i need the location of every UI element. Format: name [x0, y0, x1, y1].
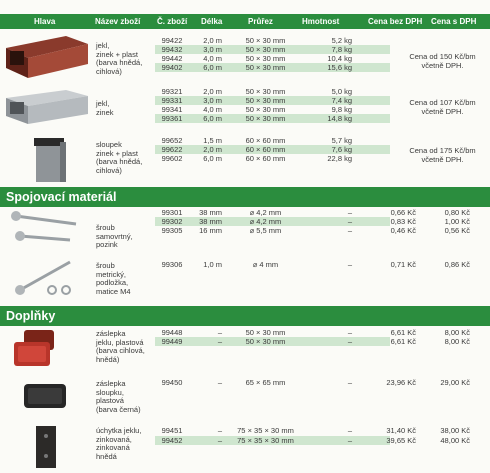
table-cell: 1,0 m	[203, 260, 222, 269]
table-cell: 10,4 kg	[327, 54, 352, 63]
table-cell: –	[347, 426, 352, 435]
product-description: jekl, zinek	[96, 99, 114, 117]
col-cena-bez: Cena bez DPH	[368, 17, 423, 26]
table-cell: 4,0 m	[203, 54, 222, 63]
table-cell: 31,40 Kč	[386, 426, 416, 435]
table-cell: 6,61 Kč	[390, 328, 416, 337]
table-cell: 38 mm	[199, 208, 222, 217]
table-cell: 7,8 kg	[331, 45, 352, 54]
price-note: Cena od 175 Kč/bm	[409, 146, 476, 155]
price-note: včetně DPH.	[421, 107, 464, 116]
col-cislo: Č. zboží	[157, 17, 188, 26]
product-description: šroub metrický, podložka, matice M4	[96, 261, 131, 296]
col-hlava: Hlava	[34, 17, 56, 26]
table-cell: 48,00 Kč	[440, 436, 470, 445]
table-cell: –	[347, 378, 352, 387]
table-cell: ⌀ 4 mm	[252, 260, 279, 269]
table-cell: 0,80 Kč	[444, 208, 470, 217]
table-cell: 0,86 Kč	[444, 260, 470, 269]
table-cell: 2,0 m	[203, 87, 222, 96]
table-cell: –	[347, 217, 352, 226]
table-cell: 99341	[161, 105, 183, 114]
bracket-image	[30, 424, 62, 470]
table-header	[0, 14, 490, 29]
table-cell: 65 × 65 mm	[245, 378, 286, 387]
rectangular-tube-brown-image	[4, 34, 90, 80]
table-cell: 6,0 m	[203, 63, 222, 72]
table-cell: –	[217, 378, 222, 387]
table-cell: 99305	[161, 226, 183, 235]
price-note: včetně DPH.	[421, 61, 464, 70]
table-cell: 50 × 30 mm	[245, 328, 286, 337]
price-note: včetně DPH.	[421, 155, 464, 164]
table-cell: 3,0 m	[203, 96, 222, 105]
table-cell: –	[347, 226, 352, 235]
table-cell: 23,96 Kč	[386, 378, 416, 387]
table-cell: 0,56 Kč	[444, 226, 470, 235]
table-cell: –	[217, 328, 222, 337]
table-cell: 38 mm	[199, 217, 222, 226]
table-cell: 60 × 60 mm	[245, 145, 286, 154]
table-cell: 2,0 m	[203, 36, 222, 45]
table-cell: –	[217, 337, 222, 346]
table-cell: 5,2 kg	[331, 36, 352, 45]
table-cell: 50 × 30 mm	[245, 114, 286, 123]
table-cell: 38,00 Kč	[440, 426, 470, 435]
product-description: šroub samovrtný, pozink	[96, 223, 133, 249]
col-prurez: Průřez	[248, 17, 273, 26]
table-cell: 99448	[161, 328, 183, 337]
table-cell: 22,8 kg	[327, 154, 352, 163]
table-cell: 60 × 60 mm	[245, 154, 286, 163]
table-cell: 50 × 30 mm	[245, 96, 286, 105]
table-cell: 1,00 Kč	[444, 217, 470, 226]
table-cell: 99302	[161, 217, 183, 226]
table-cell: –	[217, 426, 222, 435]
table-cell: 4,0 m	[203, 105, 222, 114]
table-cell: 16 mm	[199, 226, 222, 235]
table-cell: 50 × 30 mm	[245, 54, 286, 63]
table-cell: ⌀ 4,2 mm	[249, 217, 282, 226]
table-cell: 29,00 Kč	[440, 378, 470, 387]
table-cell: 50 × 30 mm	[245, 87, 286, 96]
table-cell: 9,8 kg	[331, 105, 352, 114]
table-cell: 99432	[161, 45, 183, 54]
post-cap-image	[18, 380, 74, 414]
tube-caps-image	[8, 326, 80, 370]
table-cell: 99442	[161, 54, 183, 63]
table-cell: 0,46 Kč	[390, 226, 416, 235]
table-cell: 7,4 kg	[331, 96, 352, 105]
table-cell: 3,0 m	[203, 45, 222, 54]
table-cell: 99331	[161, 96, 183, 105]
table-cell: 99450	[161, 378, 183, 387]
table-cell: 50 × 30 mm	[245, 36, 286, 45]
table-cell: 99622	[161, 145, 183, 154]
table-cell: 99306	[161, 260, 183, 269]
product-description: úchytka jeklu, zinkovaná, zinkovaná hnědá	[96, 426, 142, 461]
table-cell: 39,65 Kč	[386, 436, 416, 445]
table-cell: 15,6 kg	[327, 63, 352, 72]
table-cell: 7,6 kg	[331, 145, 352, 154]
product-description: záslepka sloupku, plastová (barva černá)	[96, 379, 141, 414]
table-cell: 99321	[161, 87, 183, 96]
table-cell: 75 × 35 × 30 mm	[237, 426, 294, 435]
table-cell: 50 × 30 mm	[245, 45, 286, 54]
table-cell: –	[347, 337, 352, 346]
table-cell: 99361	[161, 114, 183, 123]
product-description: záslepka jeklu, plastová (barva cihlová, hnědá)	[96, 329, 145, 364]
table-cell: 99451	[161, 426, 183, 435]
table-cell: –	[347, 328, 352, 337]
table-cell: 50 × 30 mm	[245, 337, 286, 346]
table-cell: 2,0 m	[203, 145, 222, 154]
table-cell: 60 × 60 mm	[245, 136, 286, 145]
table-cell: 99602	[161, 154, 183, 163]
col-cena-s: Cena s DPH	[431, 17, 477, 26]
section-spojovaci-material: Spojovací materiál	[0, 187, 490, 207]
rectangular-tube-zinc-image	[4, 88, 90, 126]
table-cell: 0,83 Kč	[390, 217, 416, 226]
product-description: jekl, zinek + plast (barva hnědá, cihlová)	[96, 41, 143, 76]
table-cell: 0,71 Kč	[390, 260, 416, 269]
price-note: Cena od 150 Kč/bm	[409, 52, 476, 61]
post-image	[30, 136, 70, 184]
col-hmotnost: Hmotnost	[302, 17, 340, 26]
table-cell: 99301	[161, 208, 183, 217]
table-cell: 5,0 kg	[331, 87, 352, 96]
table-cell: 50 × 30 mm	[245, 105, 286, 114]
table-cell: 8,00 Kč	[444, 337, 470, 346]
section-doplnky: Doplňky	[0, 306, 490, 326]
table-cell: 6,61 Kč	[390, 337, 416, 346]
col-delka: Délka	[201, 17, 223, 26]
table-cell: 6,0 m	[203, 154, 222, 163]
table-cell: 0,66 Kč	[390, 208, 416, 217]
table-cell: 99452	[161, 436, 183, 445]
table-cell: 99449	[161, 337, 183, 346]
table-cell: –	[347, 260, 352, 269]
product-description: sloupek zinek + plast (barva hnědá, cihlová)	[96, 140, 143, 175]
table-cell: 99422	[161, 36, 183, 45]
table-cell: –	[347, 436, 352, 445]
table-cell: ⌀ 5,5 mm	[249, 226, 282, 235]
table-cell: 5,7 kg	[331, 136, 352, 145]
table-cell: 99402	[161, 63, 183, 72]
table-cell: –	[217, 436, 222, 445]
table-cell: 8,00 Kč	[444, 328, 470, 337]
table-cell: 75 × 35 × 30 mm	[237, 436, 294, 445]
col-nazev: Název zboží	[95, 17, 141, 26]
table-cell: 99652	[161, 136, 183, 145]
self-drilling-screws-image	[10, 206, 90, 246]
table-cell: ⌀ 4,2 mm	[249, 208, 282, 217]
metric-screw-image	[12, 256, 88, 298]
price-note: Cena od 107 Kč/bm	[409, 98, 476, 107]
table-cell: 1,5 m	[203, 136, 222, 145]
table-cell: 14,8 kg	[327, 114, 352, 123]
table-cell: 6,0 m	[203, 114, 222, 123]
table-cell: 50 × 30 mm	[245, 63, 286, 72]
table-cell: –	[347, 208, 352, 217]
